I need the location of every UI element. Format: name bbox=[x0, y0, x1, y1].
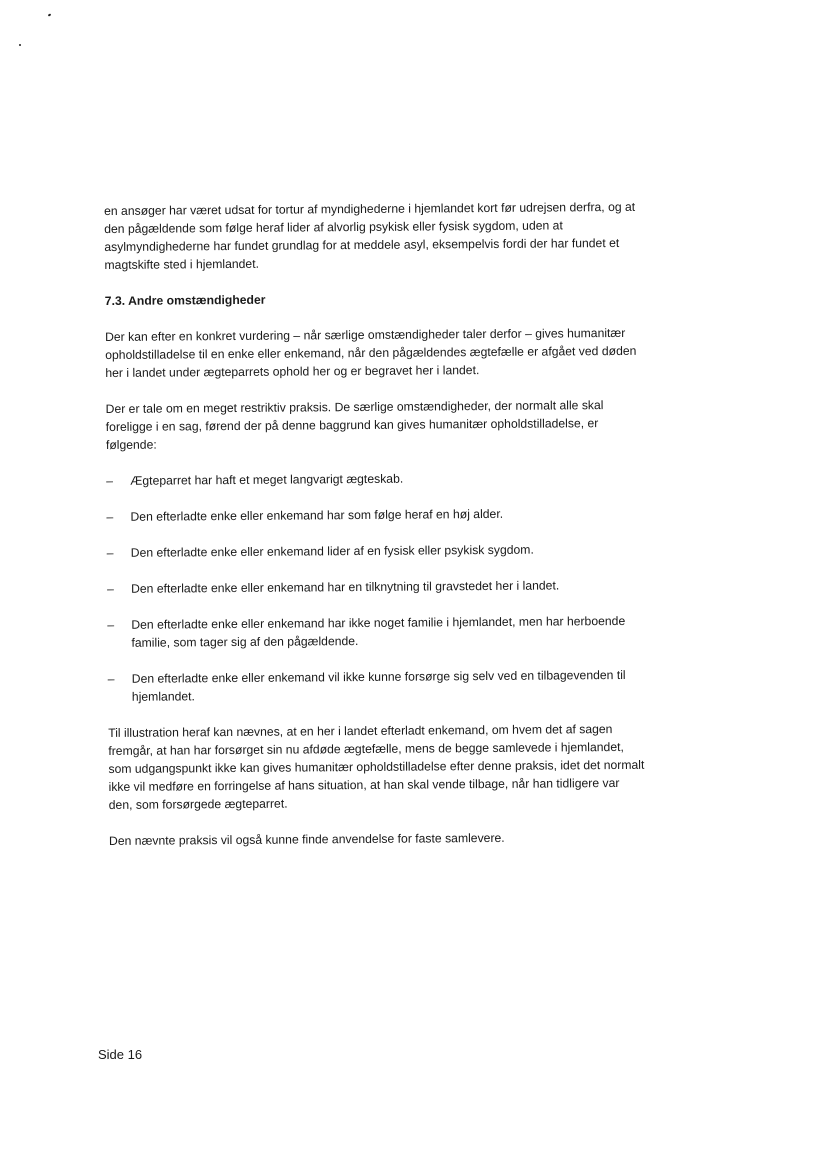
list-item bbox=[107, 612, 643, 652]
list-item-text: Ægteparret har haft et meget langvarigt ægteskab. bbox=[130, 471, 404, 488]
conditions-list bbox=[106, 468, 644, 706]
list-item bbox=[106, 468, 642, 490]
paragraph-2: Der er tale om en meget restriktiv praksis. De særlige omstændigheder, der normalt alle skal foreligge i en sag, førend der på denne baggrund kan gives humanitær opholdstilladelse, er følgende: bbox=[105, 398, 604, 452]
page-body bbox=[104, 198, 645, 868]
list-item bbox=[106, 504, 642, 526]
paragraph-1: Der kan efter en konkret vurdering – når særlige omstændigheder taler derfor – gives humanitær opholdstilladelse til en enke eller enkemand, når den pågældendes ægtefælle er afgået ved døden her i landet under ægteparrets ophold her og er begravet her i landet. bbox=[105, 325, 637, 380]
list-item-text: Den efterladte enke eller enkemand har som følge heraf en høj alder. bbox=[130, 506, 504, 524]
list-item bbox=[107, 576, 643, 598]
list-item-text: Den efterladte enke eller enkemand har en tilknytning til gravstedet her i landet. bbox=[130, 578, 560, 596]
paragraph-4: Den nævnte praksis vil også kunne finde anvendelse for faste samlevere. bbox=[108, 830, 505, 848]
list-dash: – bbox=[106, 581, 114, 596]
page-number: Side 16 bbox=[98, 1047, 143, 1062]
list-dash: – bbox=[107, 671, 115, 686]
list-item bbox=[108, 666, 644, 706]
list-dash: – bbox=[107, 617, 115, 632]
list-dash: – bbox=[106, 509, 114, 524]
list-dash: – bbox=[106, 545, 114, 560]
list-item-text: Den efterladte enke eller enkemand vil ikke kunne forsørge sig selv ved en tilbagevenden til hjemlandet. bbox=[131, 667, 626, 704]
list-item-text: Den efterladte enke eller enkemand har ikke noget familie i hjemlandet, men har herboende familie, som tager sig af den pågældende. bbox=[131, 613, 626, 650]
list-dash: – bbox=[106, 473, 114, 488]
section-heading: 7.3. Andre omstændigheder bbox=[104, 292, 266, 308]
scan-speck bbox=[48, 13, 52, 16]
paragraph-3: Til illustration heraf kan nævnes, at en her i landet efterladt enkemand, om hvem det af sagen fremgår, at han har forsørget sin nu afdøde ægtefælle, mens de begge samlevede i hjemlandet, som udgangspunkt ikke kan gives humanitær opholdstilladelse efter denne praksis, idet det normalt ikke vil medføre en forringelse af hans situation, at han skal vende tilbage, når han tidligere var den, som forsørgede ægteparret. bbox=[108, 722, 645, 812]
intro-paragraph: en ansøger har været udsat for tortur af myndighederne i hjemlandet kort før udrejsen derfra, og at den pågældende som følge heraf lider af alvorlig psykisk eller fysisk sygdom, uden at asylmyndighederne har fundet grundlag for at meddele asyl, eksempelvis fordi der har fundet et magtskifte sted i hjemlandet. bbox=[104, 199, 636, 272]
scan-speck bbox=[19, 44, 22, 47]
list-item-text: Den efterladte enke eller enkemand lider af en fysisk eller psykisk sygdom. bbox=[130, 542, 534, 560]
list-item bbox=[107, 540, 643, 562]
